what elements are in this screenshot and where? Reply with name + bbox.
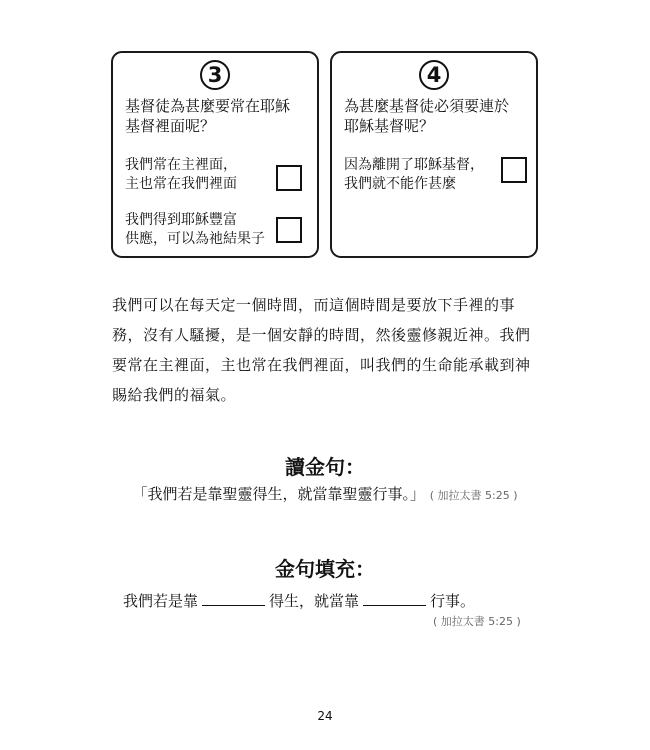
fill-verse-part: 我們若是靠 (123, 592, 199, 610)
fill-verse-heading: 金句填充： (275, 557, 375, 581)
question-card-4 (330, 51, 538, 258)
memory-verse-text: 「我們若是靠聖靈得生，就當靠聖靈行事。」 (132, 485, 425, 503)
read-verse-heading: 讀金句： (285, 455, 365, 479)
devotion-paragraph: 我們可以在每天定一個時間，而這個時間是要放下手裡的事務，沒有人騷擾，是一個安靜的時間，然後靈修親近神。我們要常在主裡面，主也常在我們裡面，叫我們的生命能承載到神賜給我們的福氣。 (112, 296, 531, 404)
memory-verse (0, 483, 650, 504)
verse-reference: ( 加拉太書 5:25 ) (429, 489, 518, 502)
fill-verse-reference: ( 加拉太書 5:25 ) (433, 615, 521, 628)
answer-checkbox[interactable] (276, 217, 302, 243)
question-text: 為甚麼基督徒必須要連於 耶穌基督呢？ (344, 97, 510, 135)
fill-blank-2[interactable] (363, 591, 426, 606)
fill-verse-part: 得生，就當靠 (269, 592, 360, 610)
fill-in-verse (123, 590, 475, 611)
page-number: 24 (317, 709, 333, 723)
fill-blank-1[interactable] (202, 591, 265, 606)
answer-option-text: 我們得到耶穌豐富 供應，可以為祂結果子 (125, 212, 265, 247)
fill-verse-part: 行事。 (430, 592, 476, 610)
answer-option-text: 因為離開了耶穌基督， 我們就不能作甚麼 (344, 157, 484, 192)
question-number-badge: 3 (200, 60, 230, 90)
answer-checkbox[interactable] (276, 165, 302, 191)
question-card-3 (111, 51, 319, 258)
question-text: 基督徒為甚麼要常在耶穌 基督裡面呢？ (125, 97, 291, 135)
answer-checkbox[interactable] (501, 157, 527, 183)
answer-option-text: 我們常在主裡面， 主也常在我們裡面 (125, 157, 237, 192)
question-number-badge: 4 (419, 60, 449, 90)
